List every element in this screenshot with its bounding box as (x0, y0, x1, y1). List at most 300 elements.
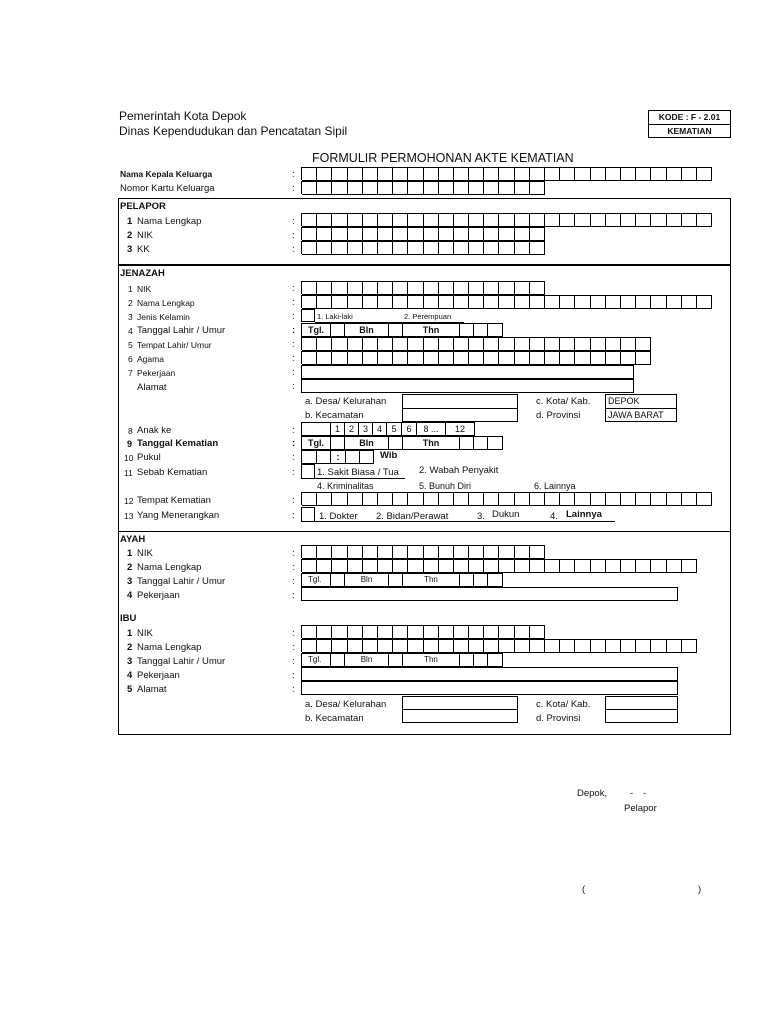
char-cell[interactable] (424, 351, 439, 365)
char-cell[interactable] (560, 559, 575, 573)
char-cell[interactable] (545, 213, 560, 227)
char-cell[interactable] (454, 181, 469, 195)
char-cell[interactable] (469, 295, 484, 309)
char-cell[interactable] (378, 181, 393, 195)
field-ibu-pekerjaan[interactable] (301, 667, 678, 681)
char-cell[interactable] (484, 181, 499, 195)
char-cell[interactable] (499, 559, 514, 573)
char-cell[interactable] (332, 559, 347, 573)
char-cell[interactable] (469, 492, 484, 506)
char-cell[interactable] (317, 213, 332, 227)
tgl-cell[interactable] (330, 323, 345, 337)
char-cell[interactable] (348, 281, 363, 295)
char-cell[interactable] (454, 281, 469, 295)
char-cell[interactable] (515, 281, 530, 295)
anak-option[interactable]: 2 (344, 422, 359, 436)
thn-cell[interactable] (473, 573, 488, 587)
char-cell[interactable] (515, 351, 530, 365)
char-cell[interactable] (408, 625, 423, 639)
char-cell[interactable] (408, 213, 423, 227)
char-cell[interactable] (348, 492, 363, 506)
char-cell[interactable] (408, 167, 423, 181)
char-cell[interactable] (469, 559, 484, 573)
field-ayah-pekerjaan[interactable] (301, 587, 678, 601)
char-cell[interactable] (530, 181, 545, 195)
char-cell[interactable] (621, 167, 636, 181)
char-cell[interactable] (454, 213, 469, 227)
char-cell[interactable] (621, 213, 636, 227)
char-cell[interactable] (560, 167, 575, 181)
field-jenazah-alamat[interactable] (301, 379, 634, 393)
char-cell[interactable] (439, 559, 454, 573)
char-cell[interactable] (636, 337, 651, 351)
char-cell[interactable] (302, 213, 317, 227)
char-cell[interactable] (348, 213, 363, 227)
char-cell[interactable] (378, 559, 393, 573)
char-cell[interactable] (515, 227, 530, 241)
char-cell[interactable] (530, 295, 545, 309)
char-cell[interactable] (302, 492, 317, 506)
char-cell[interactable] (545, 295, 560, 309)
char-cell[interactable] (424, 241, 439, 255)
char-cell[interactable] (484, 492, 499, 506)
thn-cell[interactable] (487, 436, 503, 450)
char-cell[interactable] (515, 167, 530, 181)
char-cell[interactable] (454, 351, 469, 365)
char-cell[interactable] (348, 227, 363, 241)
field-ayah-nik[interactable] (301, 545, 545, 558)
char-cell[interactable] (439, 295, 454, 309)
char-cell[interactable] (302, 351, 317, 365)
char-cell[interactable] (332, 295, 347, 309)
char-cell[interactable] (591, 213, 606, 227)
char-cell[interactable] (393, 545, 408, 559)
char-cell[interactable] (484, 167, 499, 181)
char-cell[interactable] (499, 213, 514, 227)
field-jenazah-tempat[interactable] (301, 337, 651, 350)
char-cell[interactable] (378, 213, 393, 227)
char-cell[interactable] (393, 625, 408, 639)
char-cell[interactable] (484, 559, 499, 573)
field-pelapor-kk[interactable] (301, 241, 545, 254)
char-cell[interactable] (651, 167, 666, 181)
char-cell[interactable] (606, 213, 621, 227)
char-cell[interactable] (302, 337, 317, 351)
char-cell[interactable] (621, 295, 636, 309)
char-cell[interactable] (363, 639, 378, 653)
char-cell[interactable] (545, 337, 560, 351)
char-cell[interactable] (332, 281, 347, 295)
char-cell[interactable] (439, 213, 454, 227)
char-cell[interactable] (606, 492, 621, 506)
thn-cell[interactable] (459, 573, 474, 587)
char-cell[interactable] (575, 492, 590, 506)
checkbox-jk[interactable] (301, 309, 315, 322)
char-cell[interactable] (424, 281, 439, 295)
char-cell[interactable] (591, 492, 606, 506)
char-cell[interactable] (408, 281, 423, 295)
char-cell[interactable] (484, 625, 499, 639)
char-cell[interactable] (302, 639, 317, 653)
char-cell[interactable] (424, 295, 439, 309)
char-cell[interactable] (317, 181, 332, 195)
char-cell[interactable] (378, 241, 393, 255)
char-cell[interactable] (454, 492, 469, 506)
bln-cell[interactable] (388, 573, 403, 587)
pukul-menit-cell[interactable] (345, 450, 360, 464)
char-cell[interactable] (667, 492, 682, 506)
char-cell[interactable] (575, 295, 590, 309)
char-cell[interactable] (408, 559, 423, 573)
char-cell[interactable] (393, 337, 408, 351)
char-cell[interactable] (515, 545, 530, 559)
char-cell[interactable] (393, 241, 408, 255)
char-cell[interactable] (515, 213, 530, 227)
char-cell[interactable] (317, 295, 332, 309)
anak-blank-cell[interactable] (301, 422, 331, 436)
char-cell[interactable] (606, 559, 621, 573)
anak-option[interactable]: 8 ... (416, 422, 446, 436)
char-cell[interactable] (378, 351, 393, 365)
char-cell[interactable] (575, 167, 590, 181)
thn-cell[interactable] (473, 653, 488, 667)
field-ibu-kec[interactable] (402, 709, 518, 723)
char-cell[interactable] (363, 241, 378, 255)
field-ayah-nama[interactable] (301, 559, 697, 572)
field-ibu-alamat[interactable] (301, 681, 678, 695)
char-cell[interactable] (454, 337, 469, 351)
char-cell[interactable] (667, 559, 682, 573)
char-cell[interactable] (454, 227, 469, 241)
char-cell[interactable] (348, 241, 363, 255)
char-cell[interactable] (454, 241, 469, 255)
char-cell[interactable] (545, 559, 560, 573)
char-cell[interactable] (545, 167, 560, 181)
char-cell[interactable] (530, 241, 545, 255)
char-cell[interactable] (667, 167, 682, 181)
pukul-jam-cell[interactable] (316, 450, 331, 464)
char-cell[interactable] (408, 639, 423, 653)
char-cell[interactable] (621, 351, 636, 365)
field-jenazah-pekerjaan[interactable] (301, 365, 634, 379)
char-cell[interactable] (591, 559, 606, 573)
char-cell[interactable] (348, 625, 363, 639)
char-cell[interactable] (469, 625, 484, 639)
char-cell[interactable] (530, 213, 545, 227)
char-cell[interactable] (393, 281, 408, 295)
tgl-cell[interactable] (330, 436, 345, 450)
char-cell[interactable] (393, 181, 408, 195)
bln-cell[interactable] (388, 653, 403, 667)
char-cell[interactable] (499, 545, 514, 559)
char-cell[interactable] (621, 337, 636, 351)
char-cell[interactable] (332, 492, 347, 506)
char-cell[interactable] (454, 559, 469, 573)
char-cell[interactable] (363, 281, 378, 295)
char-cell[interactable] (378, 639, 393, 653)
char-cell[interactable] (636, 492, 651, 506)
char-cell[interactable] (530, 281, 545, 295)
char-cell[interactable] (408, 295, 423, 309)
char-cell[interactable] (363, 213, 378, 227)
char-cell[interactable] (454, 625, 469, 639)
char-cell[interactable] (606, 351, 621, 365)
char-cell[interactable] (439, 181, 454, 195)
char-cell[interactable] (575, 351, 590, 365)
field-ibu-kota[interactable] (605, 696, 678, 710)
char-cell[interactable] (302, 559, 317, 573)
char-cell[interactable] (484, 639, 499, 653)
char-cell[interactable] (302, 281, 317, 295)
char-cell[interactable] (408, 337, 423, 351)
char-cell[interactable] (515, 639, 530, 653)
char-cell[interactable] (348, 351, 363, 365)
char-cell[interactable] (484, 337, 499, 351)
char-cell[interactable] (348, 639, 363, 653)
char-cell[interactable] (651, 295, 666, 309)
anak-option[interactable]: 4 (372, 422, 387, 436)
char-cell[interactable] (469, 281, 484, 295)
char-cell[interactable] (378, 167, 393, 181)
char-cell[interactable] (332, 337, 347, 351)
char-cell[interactable] (636, 639, 651, 653)
anak-option[interactable]: 1 (330, 422, 345, 436)
char-cell[interactable] (651, 639, 666, 653)
char-cell[interactable] (682, 213, 697, 227)
char-cell[interactable] (424, 227, 439, 241)
anak-option[interactable]: 3 (358, 422, 373, 436)
anak-option[interactable]: 5 (386, 422, 402, 436)
char-cell[interactable] (591, 351, 606, 365)
char-cell[interactable] (591, 295, 606, 309)
char-cell[interactable] (348, 295, 363, 309)
char-cell[interactable] (606, 295, 621, 309)
char-cell[interactable] (317, 559, 332, 573)
char-cell[interactable] (317, 492, 332, 506)
char-cell[interactable] (621, 492, 636, 506)
field-ibu-nama[interactable] (301, 639, 697, 652)
char-cell[interactable] (636, 295, 651, 309)
char-cell[interactable] (530, 167, 545, 181)
field-nama-kk[interactable] (301, 167, 712, 180)
char-cell[interactable] (499, 241, 514, 255)
char-cell[interactable] (439, 351, 454, 365)
char-cell[interactable] (393, 295, 408, 309)
char-cell[interactable] (348, 559, 363, 573)
char-cell[interactable] (499, 227, 514, 241)
char-cell[interactable] (363, 227, 378, 241)
char-cell[interactable] (363, 492, 378, 506)
char-cell[interactable] (499, 351, 514, 365)
char-cell[interactable] (317, 241, 332, 255)
char-cell[interactable] (499, 167, 514, 181)
char-cell[interactable] (408, 241, 423, 255)
char-cell[interactable] (591, 639, 606, 653)
char-cell[interactable] (302, 545, 317, 559)
char-cell[interactable] (454, 167, 469, 181)
char-cell[interactable] (530, 625, 545, 639)
char-cell[interactable] (424, 625, 439, 639)
char-cell[interactable] (469, 167, 484, 181)
pukul-menit-cell[interactable] (359, 450, 374, 464)
char-cell[interactable] (469, 213, 484, 227)
char-cell[interactable] (439, 492, 454, 506)
char-cell[interactable] (363, 625, 378, 639)
char-cell[interactable] (560, 351, 575, 365)
char-cell[interactable] (393, 559, 408, 573)
char-cell[interactable] (317, 167, 332, 181)
char-cell[interactable] (469, 545, 484, 559)
char-cell[interactable] (424, 167, 439, 181)
anak-option[interactable]: 12 (445, 422, 475, 436)
char-cell[interactable] (439, 337, 454, 351)
char-cell[interactable] (530, 337, 545, 351)
char-cell[interactable] (348, 181, 363, 195)
char-cell[interactable] (575, 559, 590, 573)
char-cell[interactable] (515, 625, 530, 639)
char-cell[interactable] (332, 545, 347, 559)
char-cell[interactable] (530, 227, 545, 241)
thn-cell[interactable] (459, 653, 474, 667)
char-cell[interactable] (560, 213, 575, 227)
char-cell[interactable] (302, 227, 317, 241)
char-cell[interactable] (606, 337, 621, 351)
char-cell[interactable] (682, 559, 697, 573)
char-cell[interactable] (363, 351, 378, 365)
pukul-jam-cell[interactable] (301, 450, 317, 464)
char-cell[interactable] (545, 639, 560, 653)
char-cell[interactable] (697, 213, 712, 227)
field-ibu-nik[interactable] (301, 625, 545, 638)
char-cell[interactable] (393, 213, 408, 227)
char-cell[interactable] (560, 337, 575, 351)
field-nomor-kk[interactable] (301, 181, 545, 194)
char-cell[interactable] (667, 213, 682, 227)
char-cell[interactable] (484, 351, 499, 365)
char-cell[interactable] (560, 639, 575, 653)
char-cell[interactable] (651, 492, 666, 506)
char-cell[interactable] (591, 167, 606, 181)
field-jenazah-desa[interactable] (402, 394, 518, 409)
char-cell[interactable] (454, 639, 469, 653)
char-cell[interactable] (560, 492, 575, 506)
char-cell[interactable] (697, 492, 712, 506)
char-cell[interactable] (515, 559, 530, 573)
char-cell[interactable] (363, 167, 378, 181)
char-cell[interactable] (348, 337, 363, 351)
field-ibu-desa[interactable] (402, 696, 518, 710)
char-cell[interactable] (682, 295, 697, 309)
char-cell[interactable] (484, 241, 499, 255)
char-cell[interactable] (439, 167, 454, 181)
char-cell[interactable] (424, 639, 439, 653)
char-cell[interactable] (317, 351, 332, 365)
char-cell[interactable] (393, 167, 408, 181)
char-cell[interactable] (378, 545, 393, 559)
char-cell[interactable] (424, 545, 439, 559)
char-cell[interactable] (363, 559, 378, 573)
field-jenazah-agama[interactable] (301, 351, 651, 364)
char-cell[interactable] (591, 337, 606, 351)
char-cell[interactable] (302, 241, 317, 255)
tgl-cell[interactable] (330, 573, 345, 587)
char-cell[interactable] (317, 281, 332, 295)
char-cell[interactable] (378, 337, 393, 351)
field-jenazah-prov[interactable]: JAWA BARAT (605, 408, 677, 422)
char-cell[interactable] (302, 181, 317, 195)
char-cell[interactable] (515, 181, 530, 195)
char-cell[interactable] (667, 639, 682, 653)
char-cell[interactable] (378, 295, 393, 309)
char-cell[interactable] (348, 545, 363, 559)
char-cell[interactable] (545, 492, 560, 506)
checkbox-sebab[interactable] (301, 464, 315, 479)
char-cell[interactable] (332, 227, 347, 241)
char-cell[interactable] (697, 167, 712, 181)
char-cell[interactable] (606, 639, 621, 653)
char-cell[interactable] (469, 337, 484, 351)
char-cell[interactable] (667, 295, 682, 309)
char-cell[interactable] (499, 281, 514, 295)
field-jenazah-tempatmati[interactable] (301, 492, 712, 505)
char-cell[interactable] (363, 545, 378, 559)
char-cell[interactable] (575, 213, 590, 227)
char-cell[interactable] (332, 351, 347, 365)
thn-cell[interactable] (487, 653, 503, 667)
char-cell[interactable] (317, 337, 332, 351)
char-cell[interactable] (697, 295, 712, 309)
checkbox-menerangkan[interactable] (301, 507, 315, 522)
char-cell[interactable] (317, 625, 332, 639)
char-cell[interactable] (636, 167, 651, 181)
char-cell[interactable] (621, 559, 636, 573)
field-jenazah-kec[interactable] (402, 408, 518, 422)
char-cell[interactable] (408, 492, 423, 506)
char-cell[interactable] (515, 337, 530, 351)
char-cell[interactable] (317, 227, 332, 241)
char-cell[interactable] (378, 625, 393, 639)
char-cell[interactable] (484, 545, 499, 559)
bln-cell[interactable] (388, 323, 403, 337)
char-cell[interactable] (393, 227, 408, 241)
char-cell[interactable] (484, 213, 499, 227)
char-cell[interactable] (408, 227, 423, 241)
field-jenazah-kota[interactable]: DEPOK (605, 394, 677, 409)
char-cell[interactable] (469, 639, 484, 653)
char-cell[interactable] (621, 639, 636, 653)
char-cell[interactable] (515, 295, 530, 309)
char-cell[interactable] (575, 337, 590, 351)
char-cell[interactable] (424, 492, 439, 506)
char-cell[interactable] (545, 351, 560, 365)
char-cell[interactable] (332, 181, 347, 195)
char-cell[interactable] (439, 241, 454, 255)
char-cell[interactable] (302, 295, 317, 309)
char-cell[interactable] (530, 492, 545, 506)
char-cell[interactable] (484, 281, 499, 295)
char-cell[interactable] (378, 227, 393, 241)
char-cell[interactable] (302, 625, 317, 639)
char-cell[interactable] (469, 241, 484, 255)
char-cell[interactable] (424, 181, 439, 195)
char-cell[interactable] (454, 295, 469, 309)
field-jenazah-nik[interactable] (301, 281, 545, 294)
char-cell[interactable] (439, 639, 454, 653)
bln-cell[interactable] (388, 436, 403, 450)
char-cell[interactable] (302, 167, 317, 181)
char-cell[interactable] (332, 625, 347, 639)
char-cell[interactable] (439, 281, 454, 295)
